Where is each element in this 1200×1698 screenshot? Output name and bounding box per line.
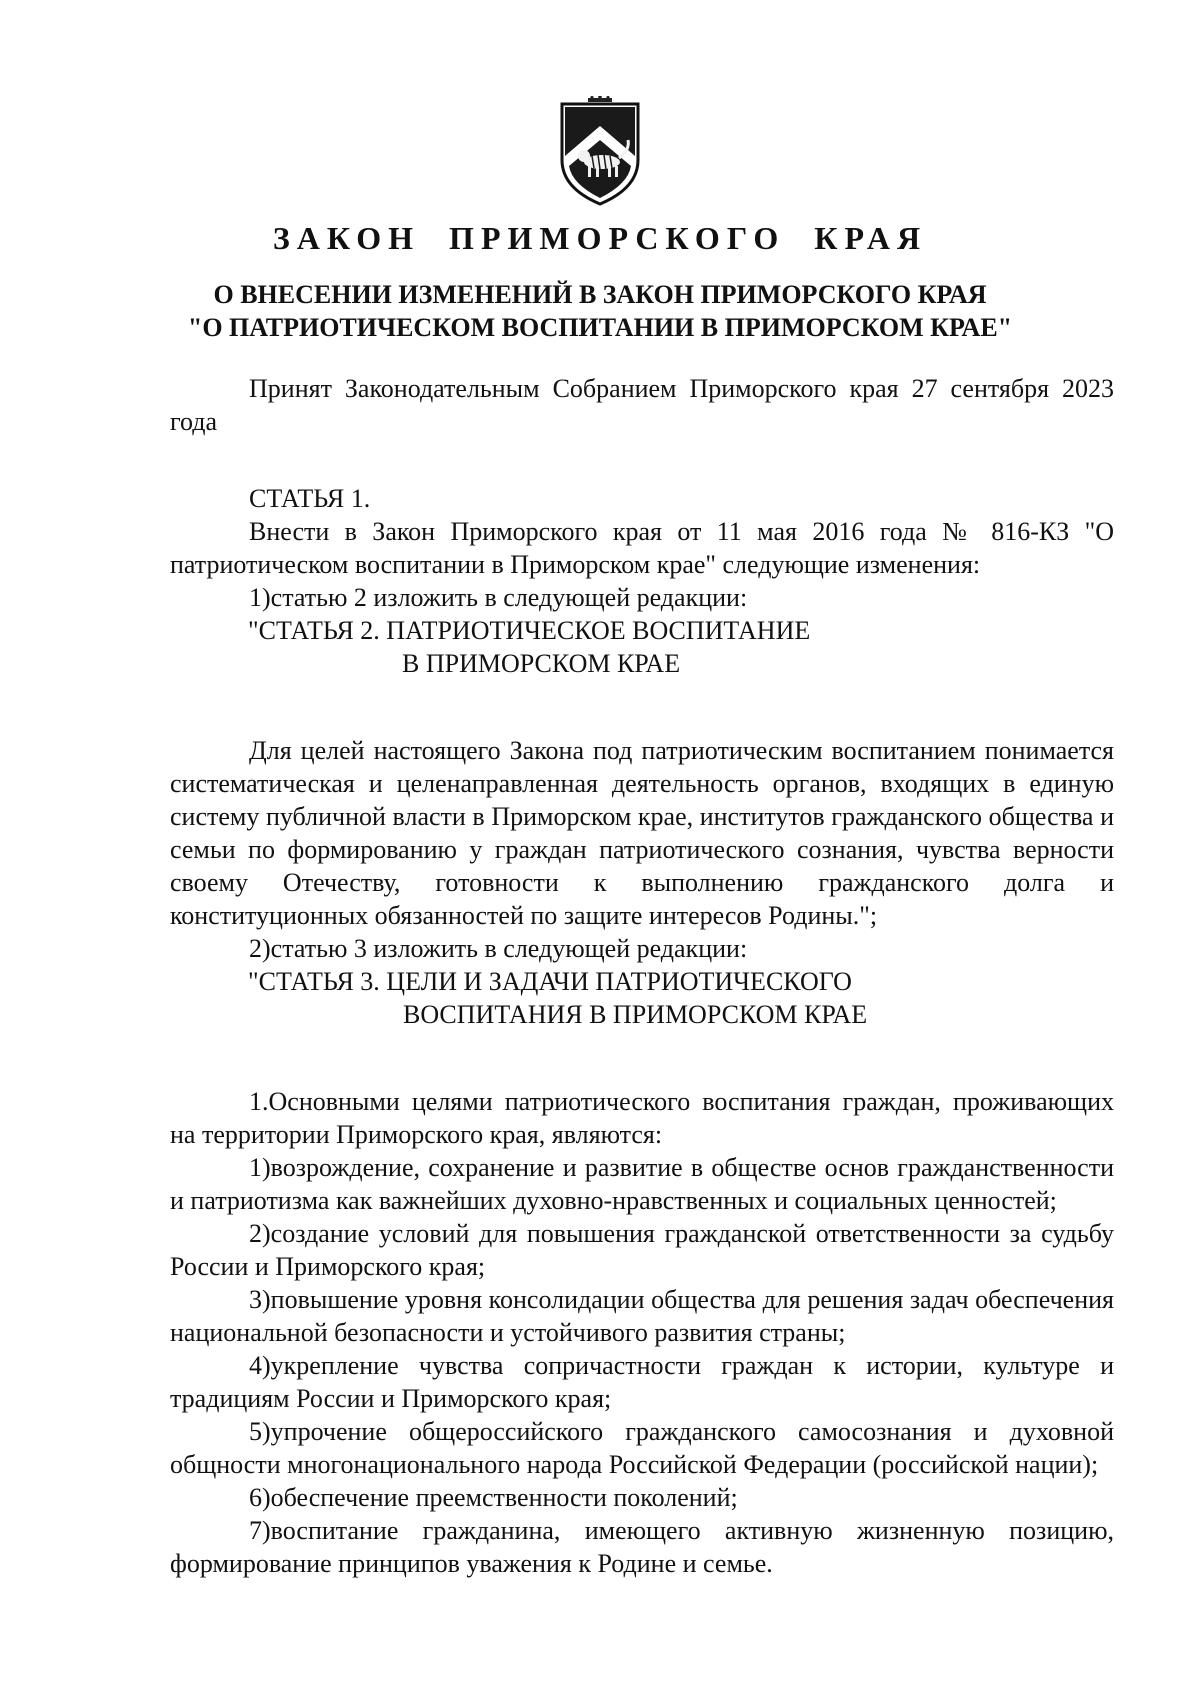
article-heading: СТАТЬЯ 1. (249, 484, 371, 513)
document-body (170, 372, 1114, 1580)
document-title: ЗАКОН ПРИМОРСКОГО КРАЯ (272, 220, 928, 256)
goal-item: 3)повышение уровня консолидации общества для решения задач обеспечения национальной безопасности и устойчивого развития страны; (170, 1285, 1114, 1347)
coat-of-arms-emblem (558, 96, 642, 206)
article-2-text: Для целей настоящего Закона под патриотическим воспитанием понимается систематическая и целенаправленная деятельность органов, входящих в единую систему публичной власти в Приморском крае, институтов гражданского общества и семьи по формированию у граждан патриотического сознания, чувства верности своему Отечеству, готовности к выполнению гражданского долга и конституционных обязанностей по защите интересов Родины."; (170, 736, 1114, 930)
amendment-item-2: 2)статью 3 изложить в следующей редакции: (249, 934, 748, 963)
amendment-item-1: 1)статью 2 изложить в следующей редакции: (249, 583, 748, 612)
document-subtitle (0, 278, 1200, 344)
adoption-note: Принят Законодательным Собранием Приморского края 27 сентября 2023 года (170, 374, 1114, 436)
goal-item: 6)обеспечение преемственности поколений; (249, 1483, 738, 1512)
article-3-paragraph-1: 1.Основными целями патриотического воспитания граждан, проживающих на территории Приморского края, являются: (170, 1087, 1114, 1149)
subtitle-line-2: "О ПАТРИОТИЧЕСКОМ ВОСПИТАНИИ В ПРИМОРСКОМ КРАЕ" (187, 313, 1013, 342)
article-3-title-line-2: ВОСПИТАНИЯ В ПРИМОРСКОМ КРАЕ (403, 1000, 868, 1029)
goal-item: 7)воспитание гражданина, имеющего активную жизненную позицию, формирование принципов уважения к Родине и семье. (170, 1516, 1114, 1578)
goal-item: 2)создание условий для повышения гражданской ответственности за судьбу России и Приморского края; (170, 1219, 1114, 1281)
article-intro: Внести в Закон Приморского края от 11 мая 2016 года № 816-КЗ "О патриотическом воспитании в Приморском крае" следующие изменения: (170, 517, 1114, 579)
article-2-title-line-2: В ПРИМОРСКОМ КРАЕ (402, 649, 681, 678)
goal-item: 5)упрочение общероссийского гражданского самосознания и духовной общности многонационального народа Российской Федерации (российской нации); (170, 1417, 1114, 1479)
goal-item: 4)укрепление чувства сопричастности граждан к истории, культуре и традициям России и Приморского края; (170, 1351, 1114, 1413)
goal-item: 1)возрождение, сохранение и развитие в обществе основ гражданственности и патриотизма как важнейших духовно-нравственных и социальных ценностей; (170, 1153, 1114, 1215)
article-3-title-line-1: "СТАТЬЯ 3. ЦЕЛИ И ЗАДАЧИ ПАТРИОТИЧЕСКОГО (248, 967, 852, 996)
subtitle-line-1: О ВНЕСЕНИИ ИЗМЕНЕНИЙ В ЗАКОН ПРИМОРСКОГО КРАЯ (213, 280, 987, 309)
article-2-title-line-1: "СТАТЬЯ 2. ПАТРИОТИЧЕСКОЕ ВОСПИТАНИЕ (248, 616, 811, 645)
